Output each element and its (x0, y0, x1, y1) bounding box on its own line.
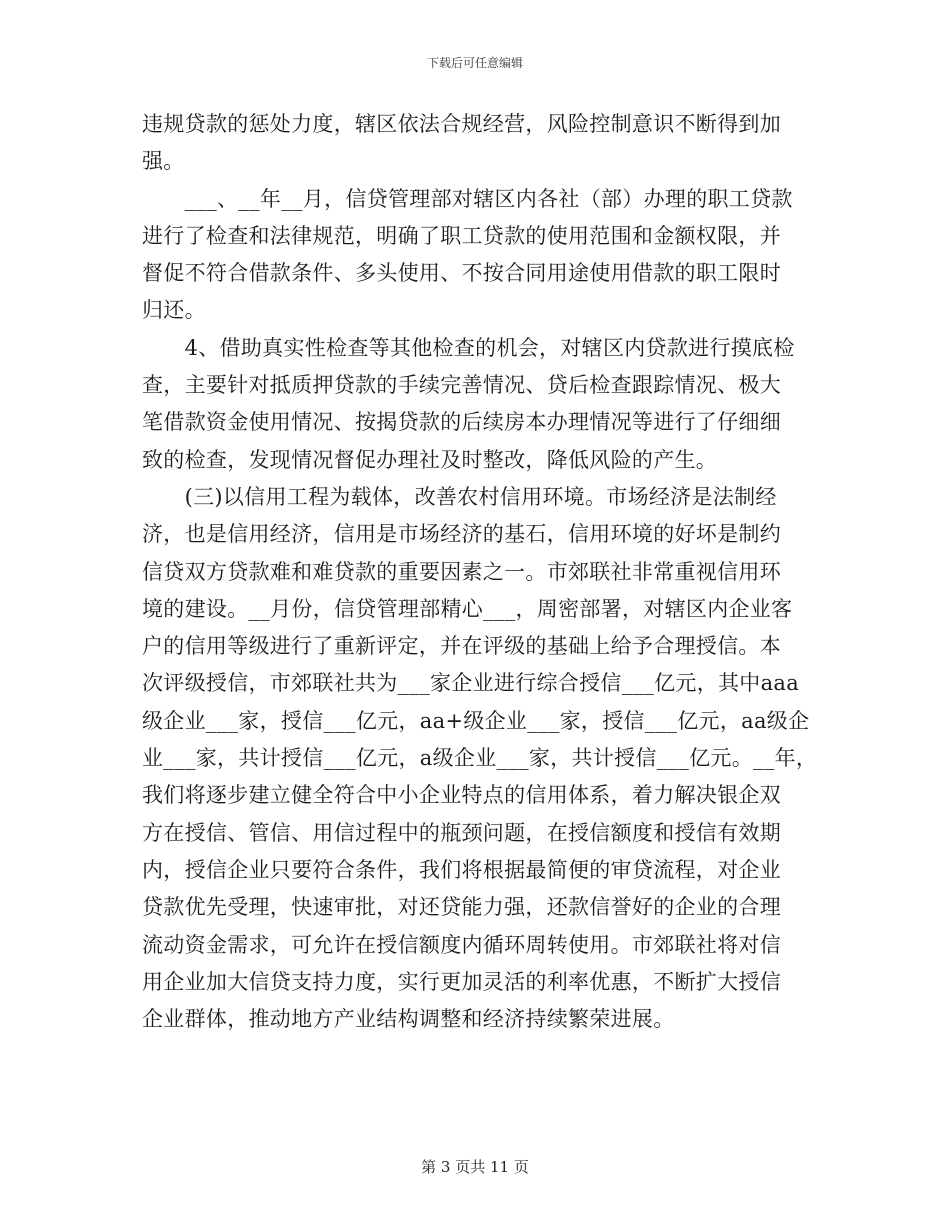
text-line: 进行了检查和法律规范，明确了职工贷款的使用范围和金额权限，并 (142, 223, 781, 248)
text-line: 内，授信企业只要符合条件，我们将根据最简便的审贷流程，对企业 (142, 857, 781, 882)
text-line: ___、__年__月，信贷管理部对辖区内各社（部）办理的职工贷款 (142, 186, 793, 211)
text-line: 我们将逐步建立健全符合中小企业特点的信用体系，着力解决银企双 (142, 783, 781, 808)
text-line: 督促不符合借款条件、多头使用、不按合同用途使用借款的职工限时 (142, 261, 781, 286)
text-line: 级企业___家，授信___亿元，aa+级企业___家，授信___亿元，aa级企 (142, 708, 810, 733)
text-line: 归还。 (142, 298, 206, 323)
text-line: 查，主要针对抵质押贷款的手续完善情况、贷后检查跟踪情况、极大 (142, 373, 781, 398)
text-line: 贷款优先受理，快速审批，对还贷能力强，还款信誉好的企业的合理 (142, 895, 781, 920)
text-line: 用企业加大信贷支持力度，实行更加灵活的利率优惠，不断扩大授信 (142, 969, 781, 994)
page-header: 下载后可任意编辑 (426, 56, 523, 70)
text-line: 流动资金需求，可允许在授信额度内循环周转使用。市郊联社将对信 (142, 932, 781, 957)
text-line: 业___家，共计授信___亿元，a级企业___家，共计授信___亿元。__年， (142, 746, 818, 771)
text-line: 次评级授信，市郊联社共为___家企业进行综合授信___亿元，其中aaa (142, 671, 800, 696)
text-line: 4、借助真实性检查等其他检查的机会，对辖区内贷款进行摸底检 (142, 335, 795, 360)
text-line: 笔借款资金使用情况、按揭贷款的后续房本办理情况等进行了仔细细 (142, 410, 781, 435)
text-line: (三)以信用工程为载体，改善农村信用环境。市场经济是法制经 (142, 484, 777, 509)
document-body (142, 106, 822, 1038)
text-line: 济，也是信用经济，信用是市场经济的基石，信用环境的好坏是制约 (142, 522, 781, 547)
text-line: 境的建设。__月份，信贷管理部精心___，周密部署，对辖区内企业客 (142, 596, 793, 621)
text-line: 企业群体，推动地方产业结构调整和经济持续繁荣进展。 (142, 1007, 675, 1032)
text-line: 信贷双方贷款难和难贷款的重要因素之一。市郊联社非常重视信用环 (142, 559, 781, 584)
text-line: 致的检查，发现情况督促办理社及时整改，降低风险的产生。 (142, 447, 718, 472)
text-line: 强。 (142, 149, 185, 174)
text-line: 户的信用等级进行了重新评定，并在评级的基础上给予合理授信。本 (142, 634, 781, 659)
text-line: 违规贷款的惩处力度，辖区依法合规经营，风险控制意识不断得到加 (142, 112, 781, 136)
page-number: 第 3 页共 11 页 (421, 1158, 529, 1176)
text-line: 方在授信、管信、用信过程中的瓶颈问题，在授信额度和授信有效期 (142, 820, 781, 845)
